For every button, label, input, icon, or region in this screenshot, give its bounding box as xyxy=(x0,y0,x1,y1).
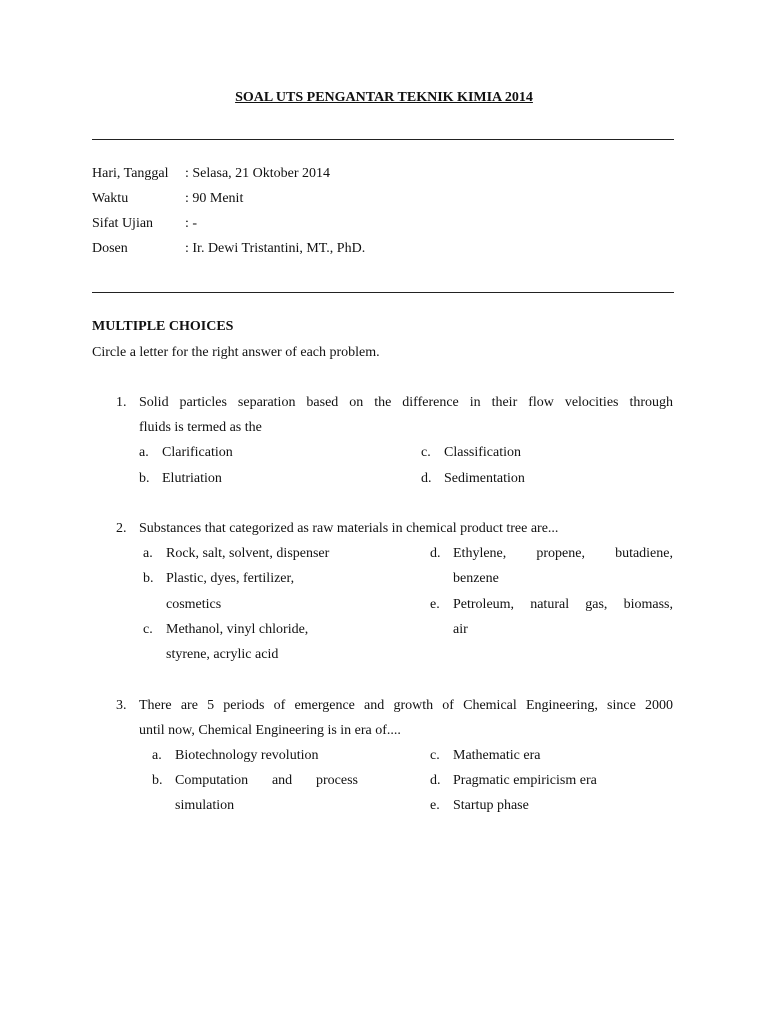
option-letter: c. xyxy=(430,748,440,763)
option-text-continued: benzene xyxy=(453,571,499,586)
question-text-continued: fluids is termed as the xyxy=(139,420,262,435)
time-label: Waktu xyxy=(92,191,129,206)
nature-label: Sifat Ujian xyxy=(92,216,154,231)
option-text-continued: simulation xyxy=(175,798,235,813)
option-text: Mathematic era xyxy=(453,748,541,763)
option-text: Rock, salt, solvent, dispenser xyxy=(166,546,330,561)
option-letter: e. xyxy=(430,597,440,612)
question-text: Solid particles separation based on the difference in their flow velocities through xyxy=(139,395,673,410)
option-text: Methanol, vinyl chloride, xyxy=(166,622,309,637)
question-number: 1. xyxy=(116,395,127,410)
option-text: Ethylene, propene, butadiene, xyxy=(453,546,673,561)
time-value: : 90 Menit xyxy=(185,191,244,206)
option-text-continued: air xyxy=(453,622,468,637)
question-text: Substances that categorized as raw materials in chemical product tree are... xyxy=(139,521,559,536)
day-label: Hari, Tanggal xyxy=(92,166,169,181)
question-number: 3. xyxy=(116,698,127,713)
section-instruction: Circle a letter for the right answer of each problem. xyxy=(92,345,380,360)
option-letter: b. xyxy=(139,471,150,486)
option-letter: a. xyxy=(139,445,149,460)
option-letter: b. xyxy=(152,773,163,788)
option-text-continued: cosmetics xyxy=(166,597,222,612)
nature-value: : - xyxy=(185,216,198,231)
top-divider xyxy=(92,139,674,140)
option-text: Sedimentation xyxy=(444,471,525,486)
option-letter: d. xyxy=(421,471,432,486)
option-letter: c. xyxy=(421,445,431,460)
question-number: 2. xyxy=(116,521,127,536)
option-letter: d. xyxy=(430,773,441,788)
option-letter: e. xyxy=(430,798,440,813)
option-letter: c. xyxy=(143,622,153,637)
option-letter: a. xyxy=(152,748,162,763)
option-text: Elutriation xyxy=(162,471,222,486)
bottom-divider xyxy=(92,292,674,293)
option-text: Computation and process xyxy=(175,773,358,788)
question-text: There are 5 periods of emergence and growth of Chemical Engineering, since 2000 xyxy=(139,698,673,713)
question-text-continued: until now, Chemical Engineering is in era of.... xyxy=(139,723,401,738)
option-text-continued: styrene, acrylic acid xyxy=(166,647,279,662)
option-text: Startup phase xyxy=(453,798,529,813)
option-letter: b. xyxy=(143,571,154,586)
option-text: Pragmatic empiricism era xyxy=(453,773,597,788)
option-text: Classification xyxy=(444,445,521,460)
option-text: Plastic, dyes, fertilizer, xyxy=(166,571,295,586)
option-letter: a. xyxy=(143,546,153,561)
lecturer-value: : Ir. Dewi Tristantini, MT., PhD. xyxy=(185,241,366,256)
lecturer-label: Dosen xyxy=(92,241,128,256)
day-value: : Selasa, 21 Oktober 2014 xyxy=(185,166,331,181)
option-text: Clarification xyxy=(162,445,233,460)
page-title: SOAL UTS PENGANTAR TEKNIK KIMIA 2014 xyxy=(235,90,533,105)
option-text: Biotechnology revolution xyxy=(175,748,319,763)
option-letter: d. xyxy=(430,546,441,561)
option-text: Petroleum, natural gas, biomass, xyxy=(453,597,673,612)
section-heading: MULTIPLE CHOICES xyxy=(92,319,234,334)
